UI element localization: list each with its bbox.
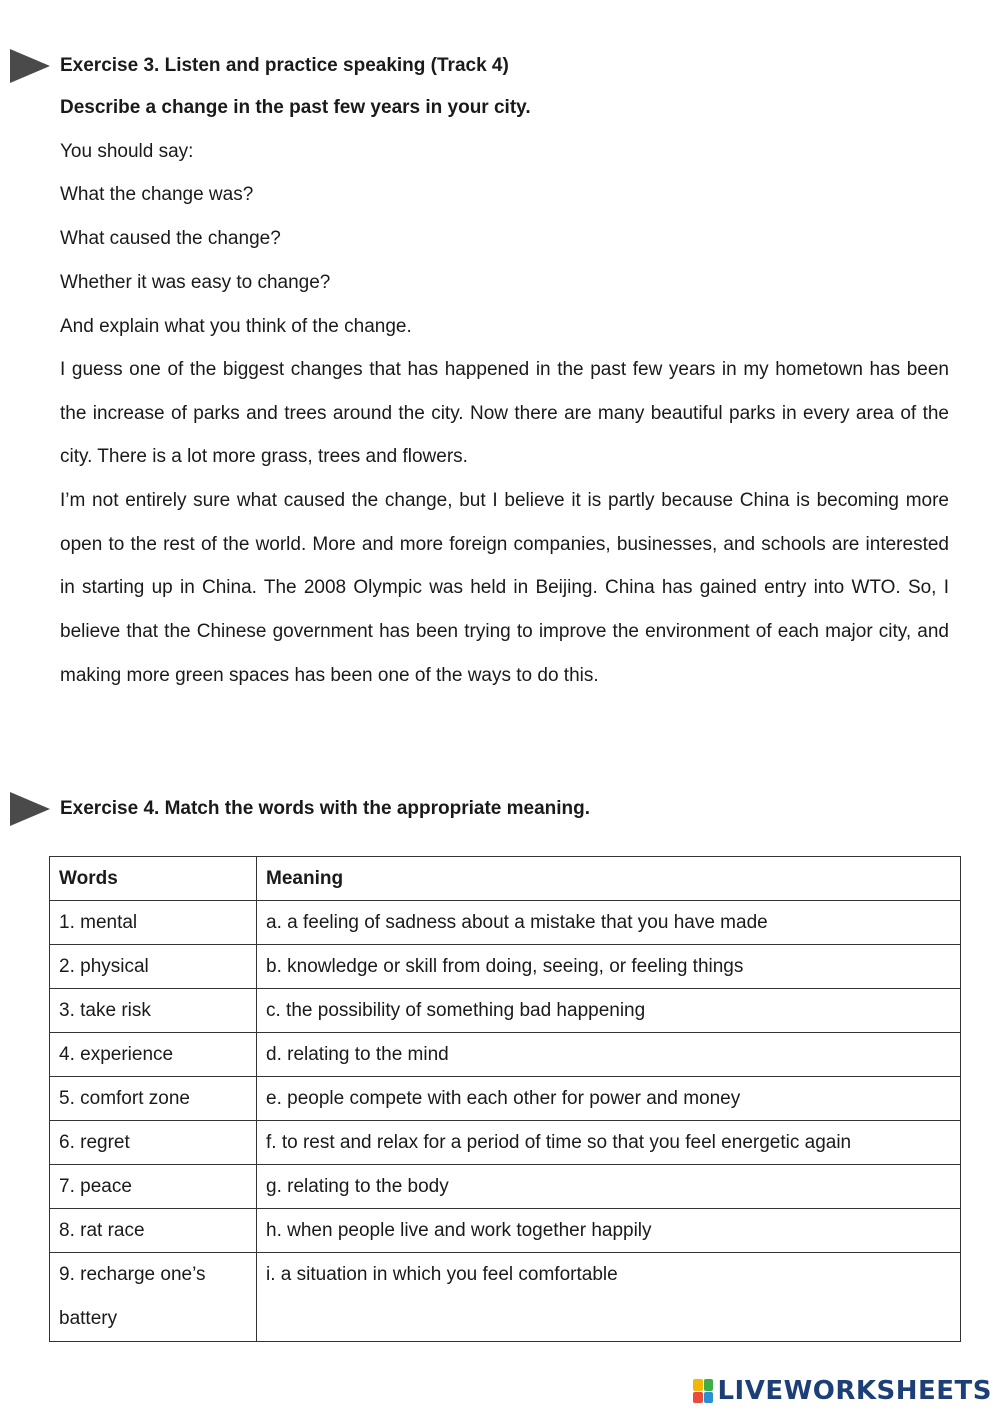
word-cell: 8. rat race xyxy=(50,1209,257,1253)
table-row xyxy=(50,1077,961,1121)
triangle-arrow-icon xyxy=(10,49,50,83)
meaning-cell: g. relating to the body xyxy=(257,1165,961,1209)
exercise-4-heading xyxy=(10,791,590,827)
liveworksheets-logo-icon xyxy=(693,1379,713,1403)
exercise-3-heading xyxy=(10,48,509,84)
prompt-line: Whether it was easy to change? xyxy=(60,272,331,293)
meaning-cell: d. relating to the mind xyxy=(257,1033,961,1077)
word-cell: 1. mental xyxy=(50,901,257,945)
table-row xyxy=(50,945,961,989)
table-row xyxy=(50,901,961,945)
meaning-cell: e. people compete with each other for power and money xyxy=(257,1077,961,1121)
meaning-cell: i. a situation in which you feel comfortable xyxy=(257,1253,961,1342)
answer-paragraph-1: I guess one of the biggest changes that has happened in the past few years in my hometown has been the increase of parks and trees around the city. Now there are many beautiful parks in every area of the city. There is a lot more grass, trees and flowers. xyxy=(60,359,949,468)
prompt-line: What caused the change? xyxy=(60,228,281,249)
meaning-cell: f. to rest and relax for a period of time so that you feel energetic again xyxy=(257,1121,961,1165)
triangle-arrow-icon xyxy=(10,792,50,826)
table-row xyxy=(50,1033,961,1077)
word-cell: 9. recharge one’s battery xyxy=(50,1253,257,1342)
exercise-3-title: Exercise 3. Listen and practice speaking (Track 4) xyxy=(60,55,509,76)
word-cell: 5. comfort zone xyxy=(50,1077,257,1121)
prompt-line: What the change was? xyxy=(60,184,254,205)
table-row xyxy=(50,1121,961,1165)
table-row xyxy=(50,1165,961,1209)
column-header-meaning: Meaning xyxy=(257,857,961,901)
table-row xyxy=(50,1253,961,1342)
meaning-cell: b. knowledge or skill from doing, seeing, or feeling things xyxy=(257,945,961,989)
matching-table xyxy=(49,856,961,1342)
liveworksheets-logo-text: LIVEWORKSHEETS xyxy=(717,1376,992,1406)
table-row xyxy=(50,989,961,1033)
exercise-4-title: Exercise 4. Match the words with the appropriate meaning. xyxy=(60,798,591,819)
column-header-words: Words xyxy=(50,857,257,901)
meaning-cell: c. the possibility of something bad happening xyxy=(257,989,961,1033)
meaning-cell: a. a feeling of sadness about a mistake that you have made xyxy=(257,901,961,945)
prompt-line: And explain what you think of the change. xyxy=(60,316,412,337)
prompt-line: You should say: xyxy=(60,141,194,162)
table-header-row xyxy=(50,857,961,901)
word-cell: 2. physical xyxy=(50,945,257,989)
word-cell: 3. take risk xyxy=(50,989,257,1033)
liveworksheets-logo[interactable] xyxy=(693,1376,992,1406)
word-cell: 7. peace xyxy=(50,1165,257,1209)
table-row xyxy=(50,1209,961,1253)
word-cell: 4. experience xyxy=(50,1033,257,1077)
word-cell: 6. regret xyxy=(50,1121,257,1165)
answer-paragraph-2: I’m not entirely sure what caused the change, but I believe it is partly because China is becoming more open to the rest of the world. More and more foreign companies, businesses, and schools are interested in starting up in China. The 2008 Olympic was held in Beijing. China has gained entry into WTO. So, I believe that the Chinese government has been trying to improve the environment of each major city, and making more green spaces has been one of the ways to do this. xyxy=(60,490,949,686)
meaning-cell: h. when people live and work together happily xyxy=(257,1209,961,1253)
exercise-3-topic: Describe a change in the past few years in your city. xyxy=(60,97,531,118)
